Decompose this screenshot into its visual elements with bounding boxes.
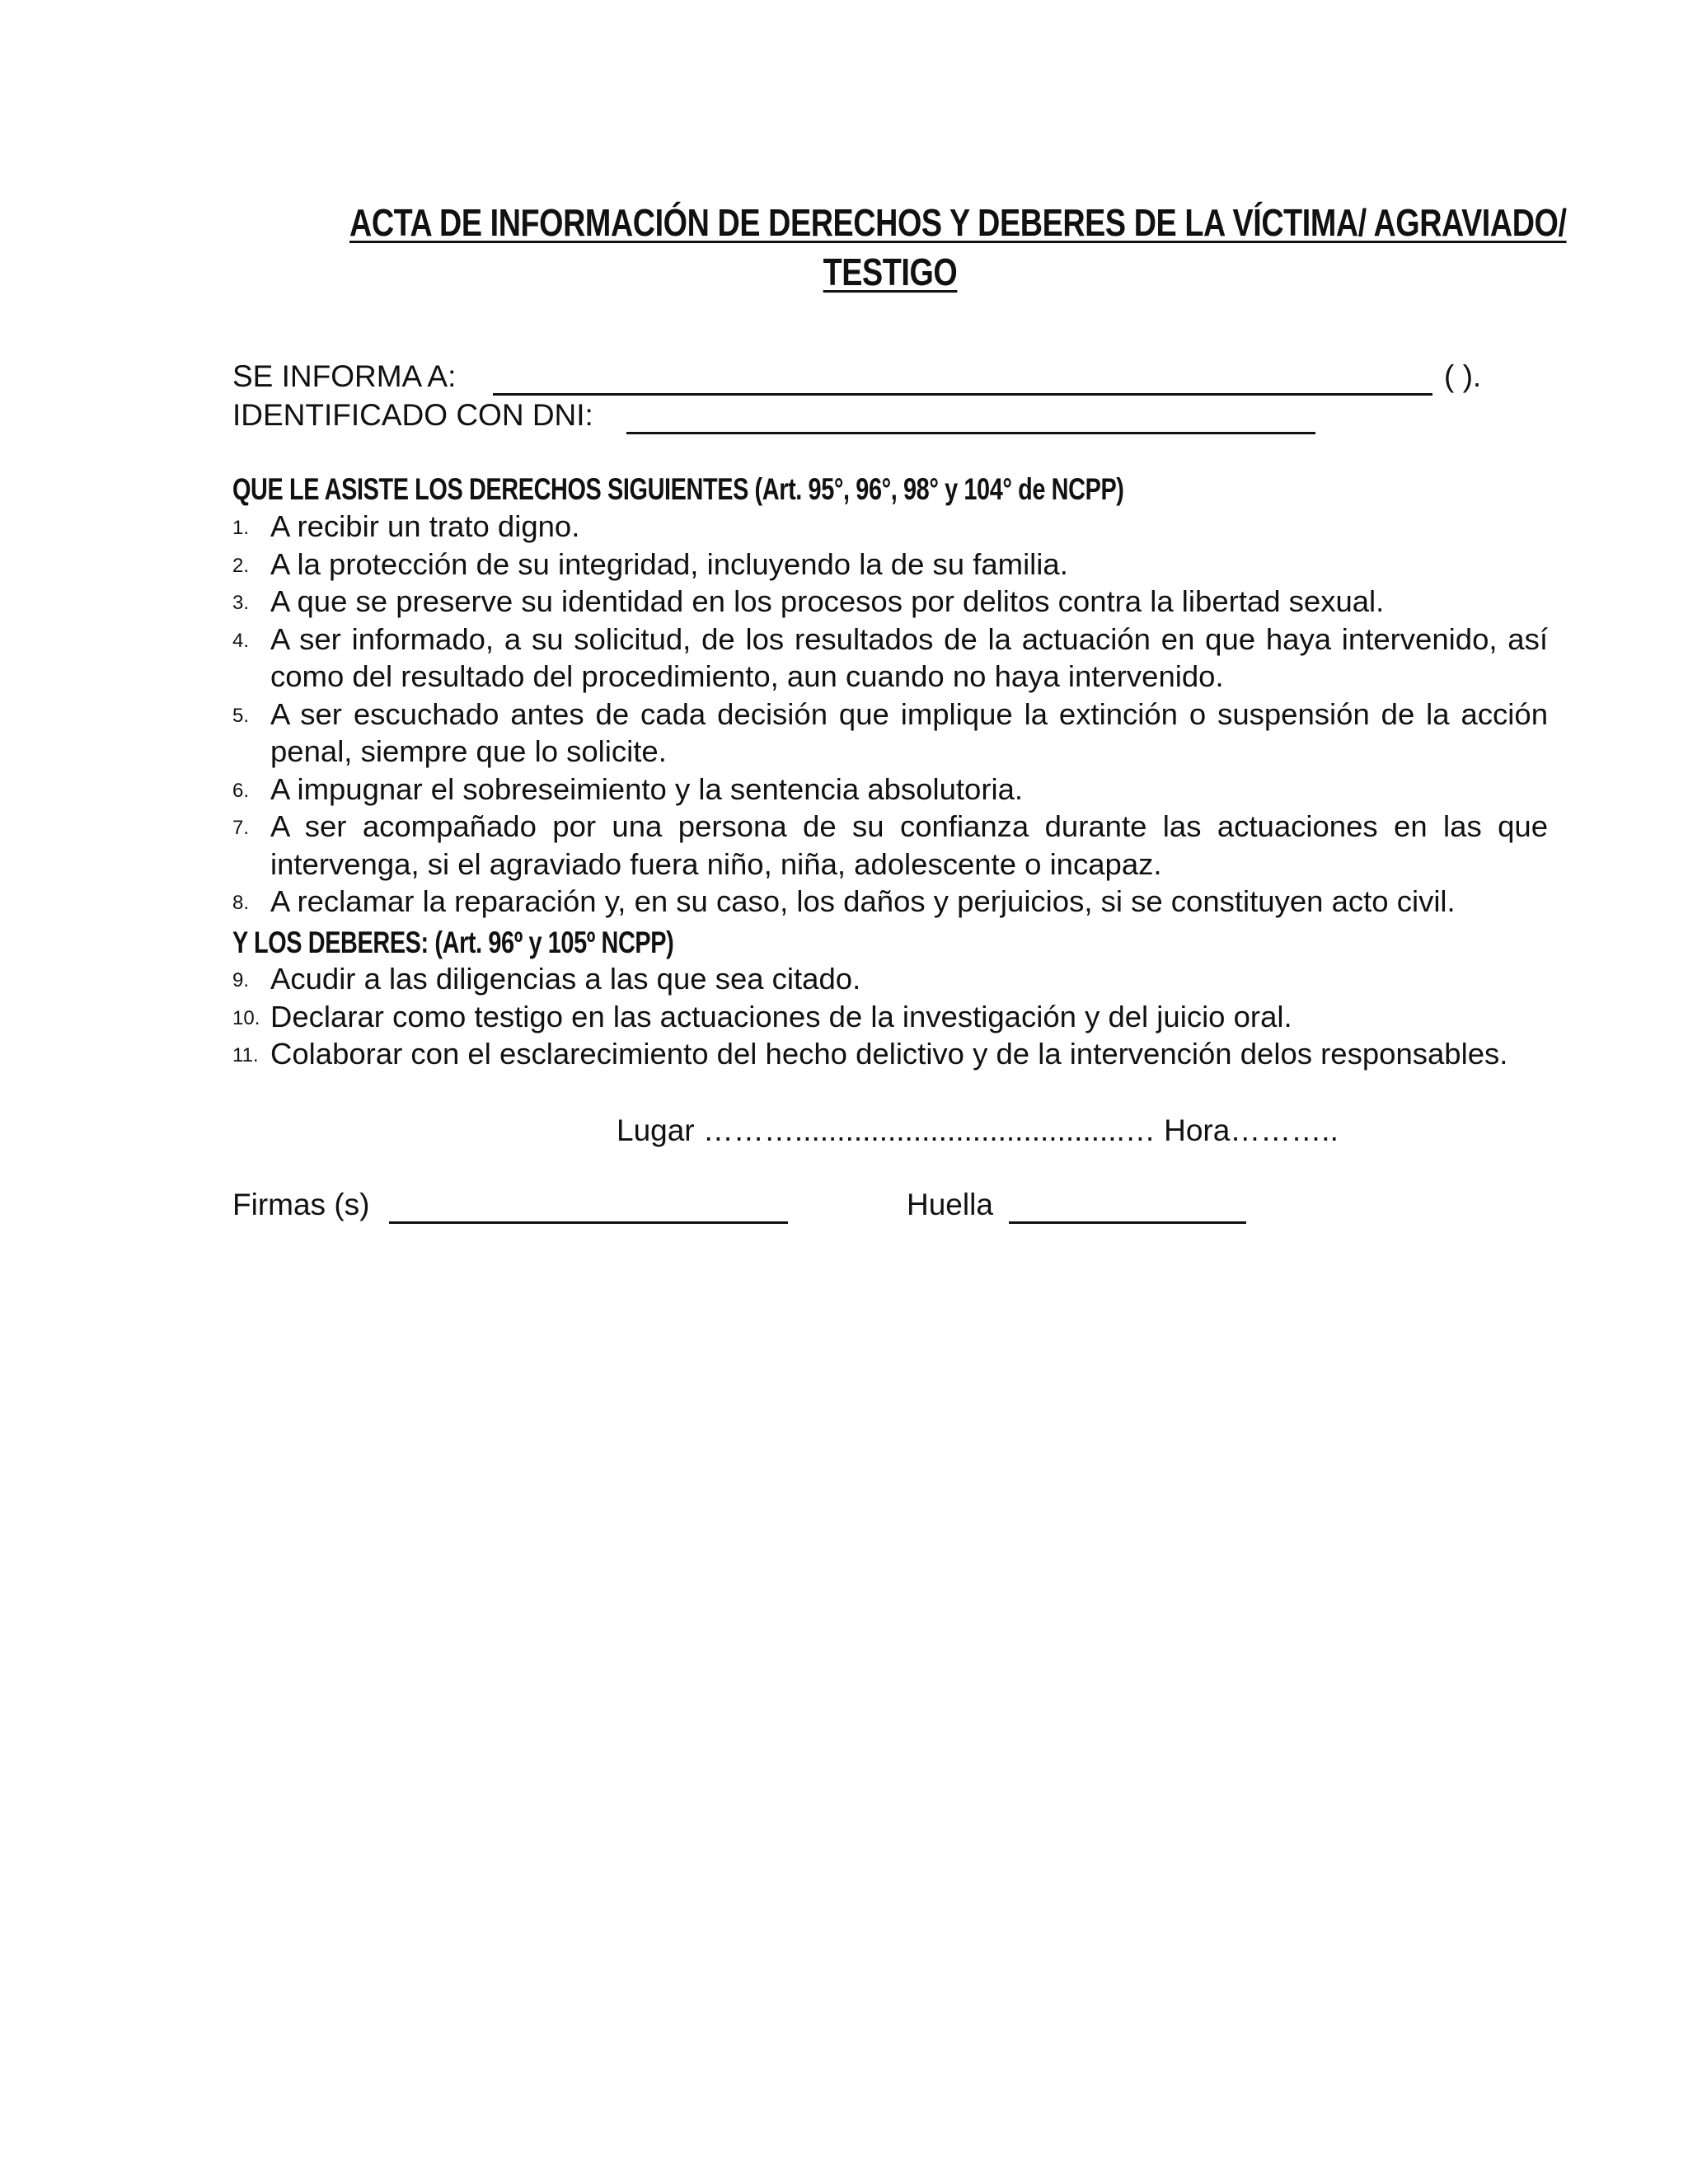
fingerprint-blank-line[interactable] <box>1009 1221 1246 1224</box>
list-item-number: 2. <box>232 554 250 577</box>
list-item-text: A la protección de su integridad, incluyendo la de su familia. <box>270 546 1068 581</box>
rights-heading: QUE LE ASISTE LOS DERECHOS SIGUIENTES (Art. 95°, 96°, 98° y 104° de NCPP) <box>232 472 1124 506</box>
list-item-text: Colaborar con el esclarecimiento del hecho delictivo y de la intervención delos responsables. <box>270 1037 1508 1071</box>
list-item <box>232 771 1548 808</box>
list-item <box>232 998 1548 1036</box>
list-item <box>232 960 1548 998</box>
list-item-text: Acudir a las diligencias a las que sea citado. <box>270 962 861 996</box>
list-item <box>232 1035 1548 1073</box>
list-item-text: A recibir un trato digno. <box>270 509 580 543</box>
list-item <box>232 546 1548 583</box>
document-title <box>349 198 1567 297</box>
informa-blank-line[interactable] <box>493 393 1432 396</box>
dni-label: IDENTIFICADO CON DNI: <box>232 398 593 432</box>
list-item-number: 3. <box>232 592 250 614</box>
duties-list <box>232 960 1548 1073</box>
list-item <box>232 621 1548 696</box>
rights-list <box>232 508 1548 921</box>
list-item-number: 6. <box>232 779 250 802</box>
list-item-text: A ser escuchado antes de cada decisión que implique la extinción o suspensión de la acción penal, siempre que lo solicite. <box>270 696 1548 768</box>
list-item <box>232 583 1548 621</box>
title-line-1: ACTA DE INFORMACIÓN DE DERECHOS Y DEBERES DE LA VÍCTIMA/ AGRAVIADO/ <box>349 201 1567 244</box>
title-line-2: TESTIGO <box>823 251 958 293</box>
place-time-line: Lugar ……….......................................… Hora……….. <box>617 1113 1339 1147</box>
list-item-number: 4. <box>232 629 250 652</box>
duties-heading: Y LOS DEBERES: (Art. 96º y 105º NCPP) <box>232 926 674 959</box>
dni-blank-line[interactable] <box>626 432 1315 434</box>
list-item-text: Declarar como testigo en las actuaciones de la investigación y del juicio oral. <box>270 999 1292 1033</box>
list-item <box>232 808 1548 883</box>
list-item-number: 9. <box>232 969 250 991</box>
list-item-number: 11. <box>232 1044 259 1066</box>
list-item-text: A impugnar el sobreseimiento y la sentencia absolutoria. <box>270 771 1024 806</box>
signature-label: Firmas (s) <box>232 1188 370 1221</box>
list-item <box>232 883 1548 921</box>
list-item <box>232 696 1548 771</box>
list-item-text: A reclamar la reparación y, en su caso, los daños y perjuicios, si se constituyen acto civil. <box>270 884 1456 918</box>
list-item-text: A que se preserve su identidad en los procesos por delitos contra la libertad sexual. <box>270 584 1385 618</box>
list-item-text: A ser acompañado por una persona de su confianza durante las actuaciones en las que intervenga, si el agraviado fuera niño, niña, adolescente o incapaz. <box>270 809 1548 881</box>
list-item-number: 1. <box>232 517 250 539</box>
list-item-number: 5. <box>232 704 250 727</box>
signature-blank-line[interactable] <box>389 1221 788 1224</box>
fingerprint-label: Huella <box>907 1188 993 1221</box>
list-item-number: 7. <box>232 817 250 839</box>
list-item-text: A ser informado, a su solicitud, de los resultados de la actuación en que haya intervenido, así como del resultado del procedimiento, aun cuando no haya intervenido. <box>270 621 1548 693</box>
informa-label: SE INFORMA A: <box>232 359 457 393</box>
list-item-number: 8. <box>232 892 250 914</box>
list-item <box>232 508 1548 546</box>
informa-paren: ( ). <box>1444 359 1482 393</box>
list-item-number: 10. <box>232 1006 260 1029</box>
